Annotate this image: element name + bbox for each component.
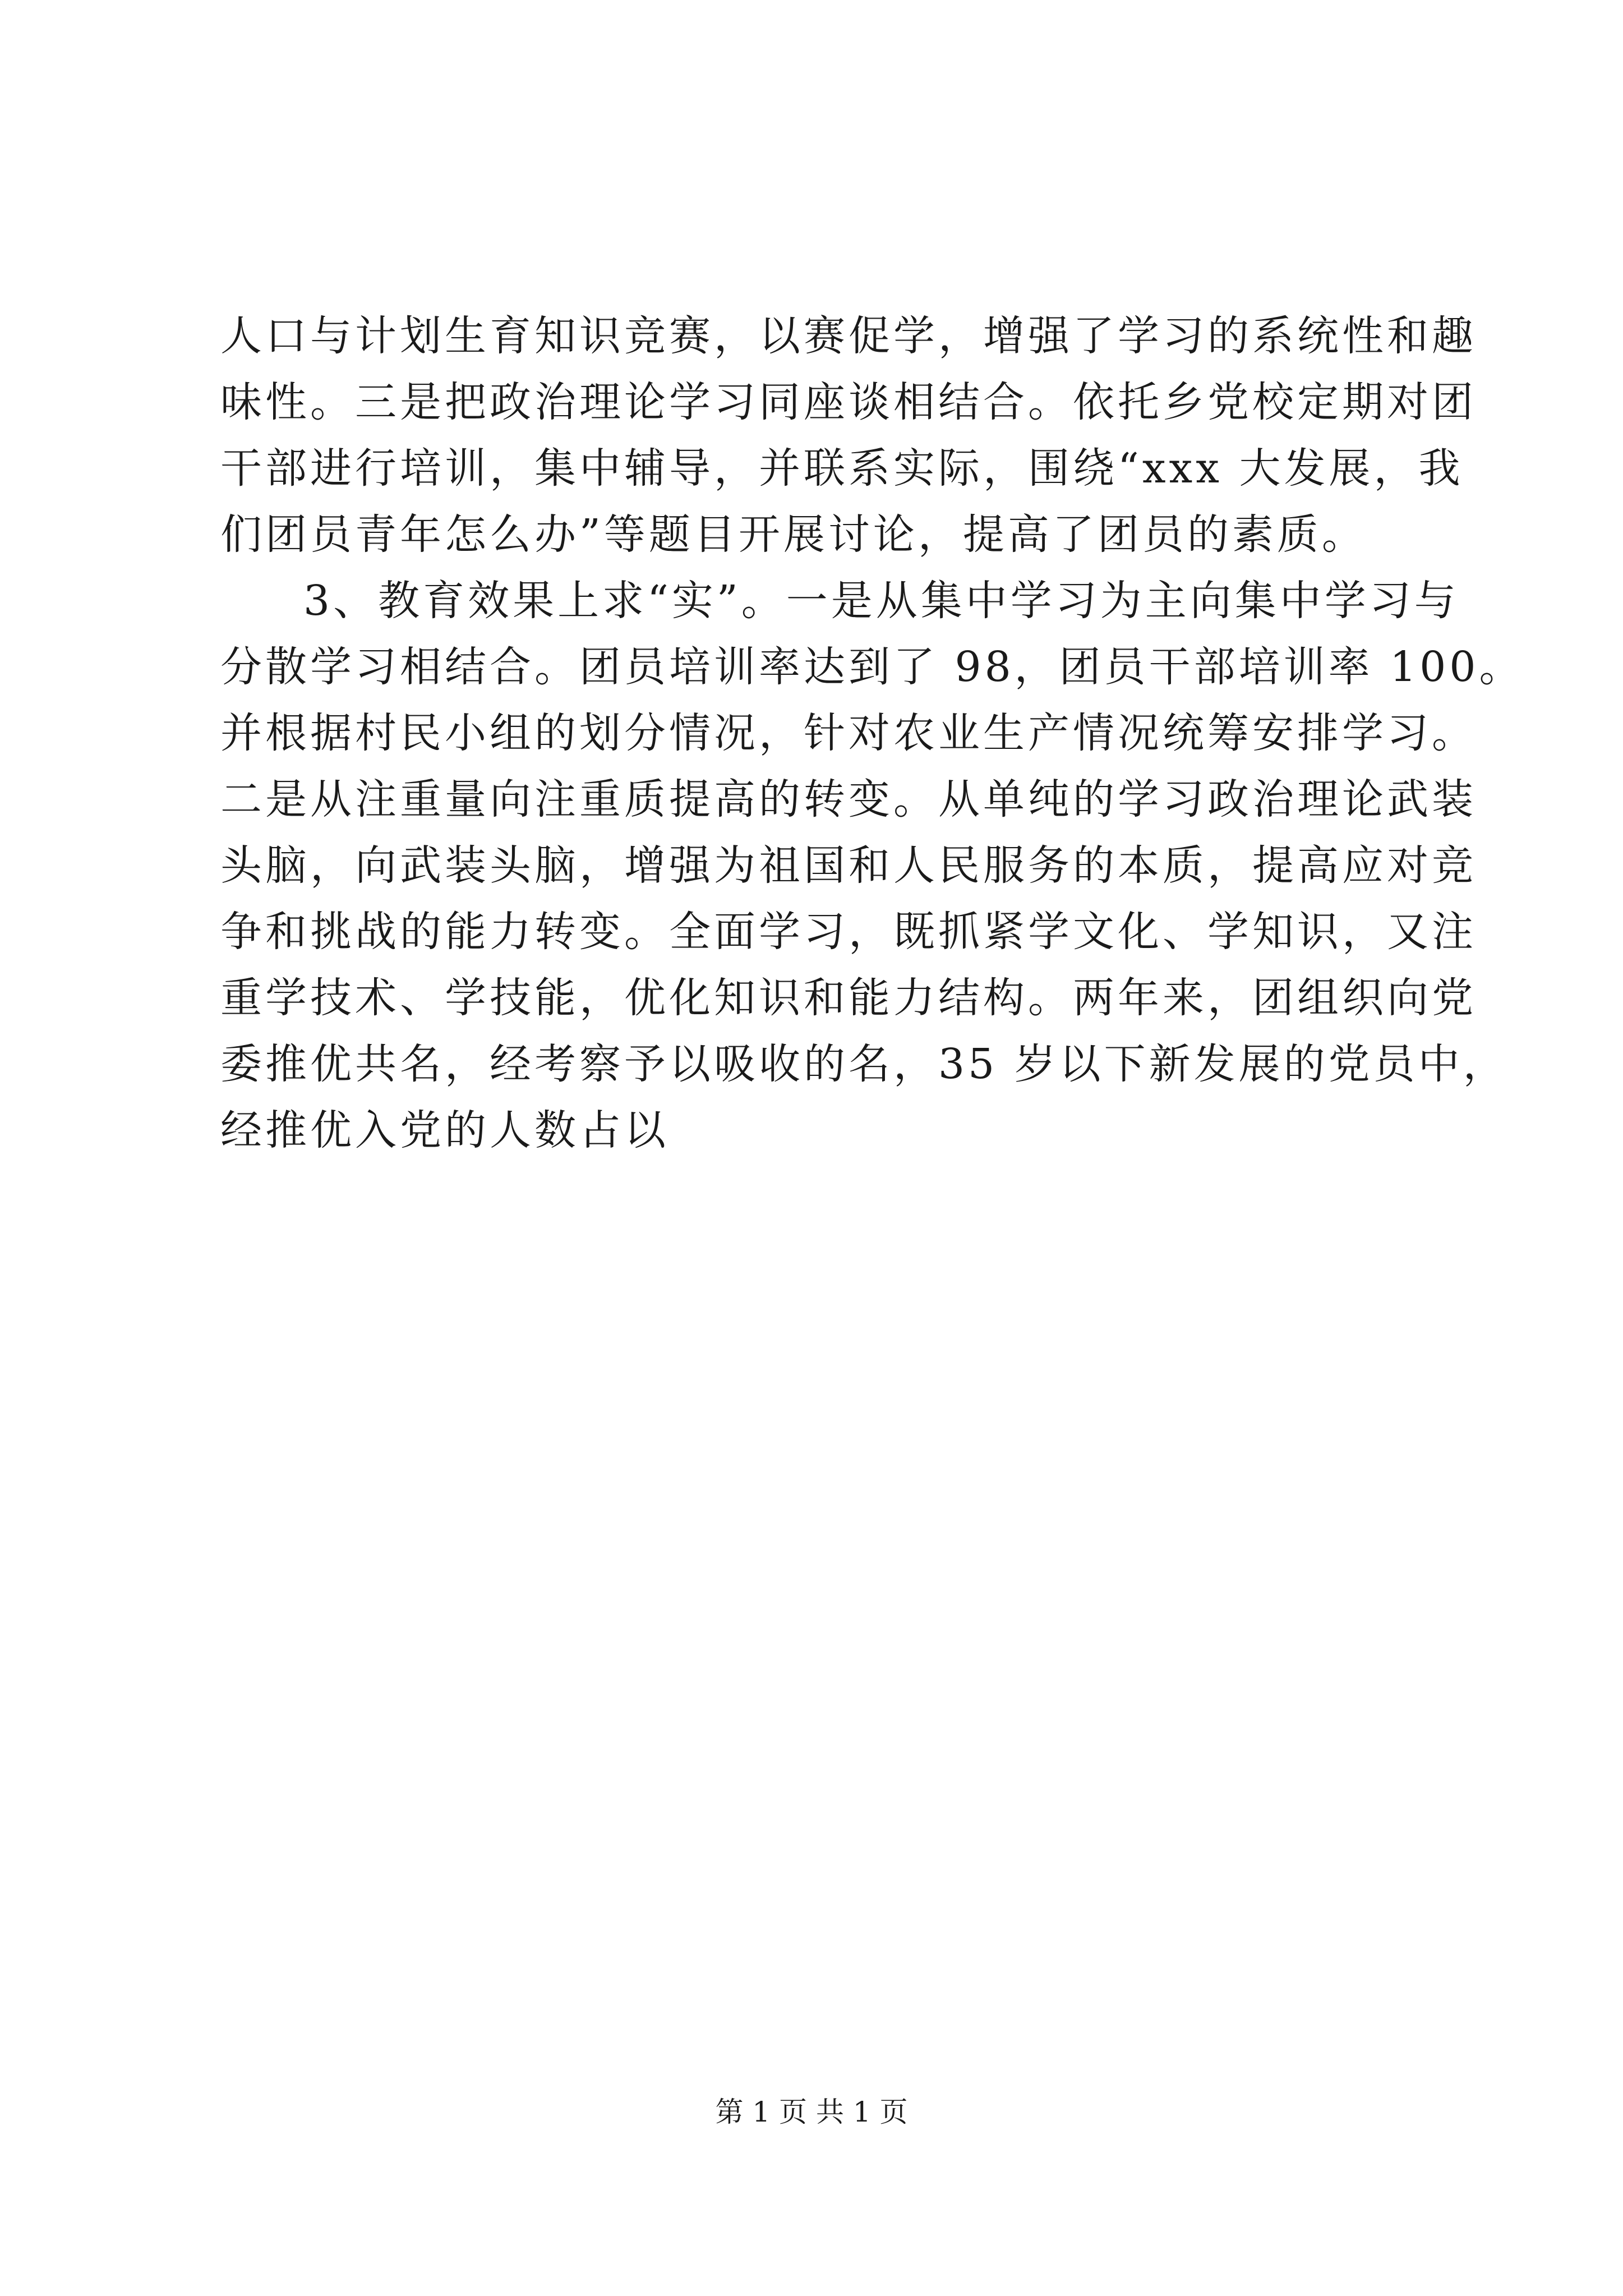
text-line: 们团员青年怎么办”等题目开展讨论，提高了团员的素质。 — [220, 510, 1367, 559]
text-line: 二是从注重量向注重质提高的转变。从单纯的学习政治理论武装 — [220, 775, 1477, 823]
text-line: 并根据村民小组的划分情况，针对农业生产情况统筹安排学习。 — [220, 709, 1477, 757]
body-text — [220, 303, 1524, 1163]
text-line: 重学技术、学技能，优化知识和能力结构。两年来，团组织向党 — [220, 974, 1477, 1022]
text-line: 经推优入党的人数占以 — [220, 1106, 669, 1154]
text-line: 争和挑战的能力转变。全面学习，既抓紧学文化、学知识，又注 — [220, 908, 1477, 956]
text-line: 干部进行培训，集中辅导，并联系实际，围绕“xxx 大发展，我 — [220, 444, 1464, 493]
text-line: 分散学习相结合。团员培训率达到了 98，团员干部培训率 100。 — [220, 643, 1524, 691]
text-line: 头脑，向武装头脑，增强为祖国和人民服务的本质，提高应对竞 — [220, 841, 1477, 890]
text-line: 人口与计划生育知识竞赛，以赛促学，增强了学习的系统性和趣 — [220, 312, 1477, 360]
page-number: 第 1 页 共 1 页 — [715, 2096, 908, 2128]
page-footer — [0, 2092, 1623, 2132]
paragraph-start-line: 3、教育效果上求“实”。一是从集中学习为主向集中学习与 — [303, 577, 1459, 625]
text-line: 委推优共名，经考察予以吸收的名，35 岁以下新发展的党员中， — [220, 1040, 1508, 1088]
text-line: 味性。三是把政治理论学习同座谈相结合。依托乡党校定期对团 — [220, 378, 1477, 426]
